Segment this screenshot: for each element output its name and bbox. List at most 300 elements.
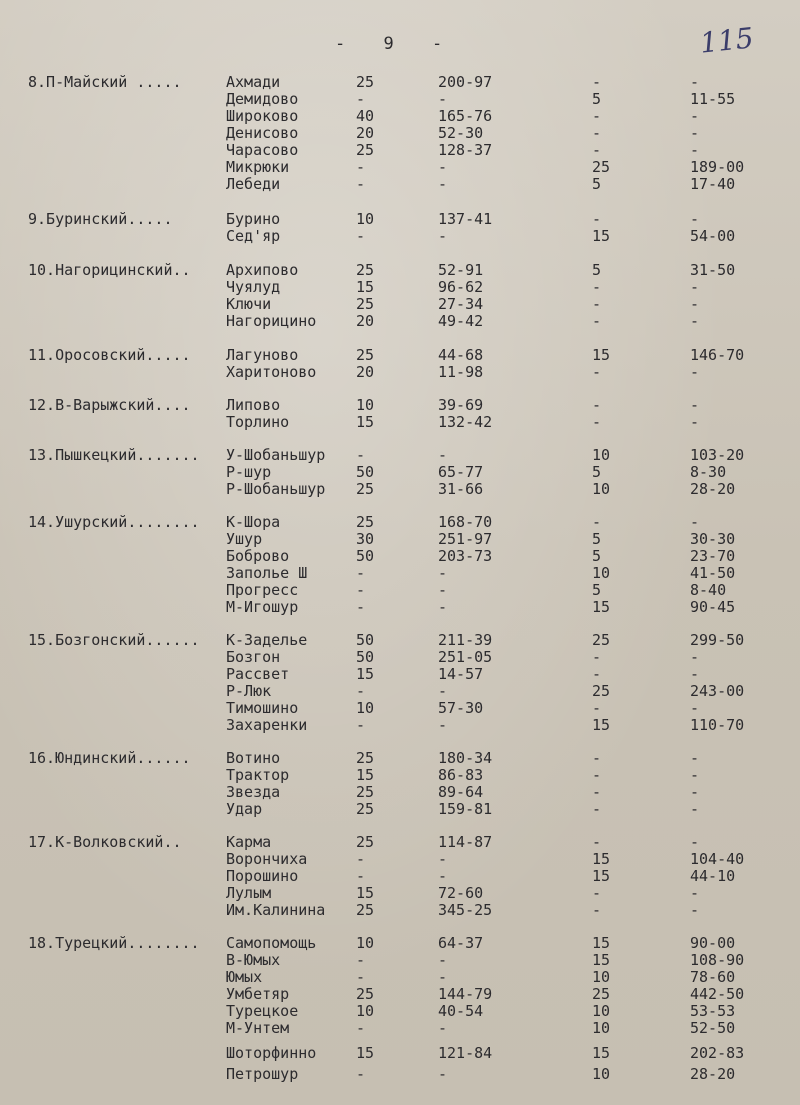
value-col-4: 90-45 xyxy=(690,598,736,616)
value-col-3: 5 xyxy=(592,463,602,481)
table-row xyxy=(0,717,800,734)
value-col-1: 20 xyxy=(356,124,375,142)
value-col-1: - xyxy=(356,1065,366,1083)
value-col-2: 72-60 xyxy=(438,884,484,902)
settlement-name: Заполье Ш xyxy=(226,564,308,582)
value-col-3: - xyxy=(592,107,602,125)
value-col-3: 15 xyxy=(592,598,611,616)
value-col-1: 10 xyxy=(356,934,375,952)
value-col-4: 44-10 xyxy=(690,867,736,885)
value-col-2: 251-97 xyxy=(438,530,493,548)
settlement-name: Харитоново xyxy=(226,363,317,381)
value-col-3: 10 xyxy=(592,1065,611,1083)
table-row xyxy=(0,159,800,176)
value-col-4: 146-70 xyxy=(690,346,745,364)
settlement-name: Сед'яр xyxy=(226,227,281,245)
value-col-4: - xyxy=(690,665,700,683)
value-col-1: 30 xyxy=(356,530,375,548)
table-row xyxy=(0,176,800,193)
value-col-1: 25 xyxy=(356,141,375,159)
table-row xyxy=(0,228,800,245)
value-col-4: - xyxy=(690,513,700,531)
value-col-1: 50 xyxy=(356,631,375,649)
table-row xyxy=(0,683,800,700)
settlement-name: Р-Люк xyxy=(226,682,272,700)
value-col-1: - xyxy=(356,951,366,969)
value-col-1: 15 xyxy=(356,665,375,683)
value-col-1: 25 xyxy=(356,346,375,364)
table-row xyxy=(0,784,800,801)
settlement-name: К-Шора xyxy=(226,513,281,531)
value-col-2: 40-54 xyxy=(438,1002,484,1020)
settlement-name: Ахмади xyxy=(226,73,281,91)
value-col-2: - xyxy=(438,1019,448,1037)
value-col-2: 121-84 xyxy=(438,1044,493,1062)
settlement-name: Чуялуд xyxy=(226,278,281,296)
value-col-1: - xyxy=(356,867,366,885)
value-col-1: 50 xyxy=(356,648,375,666)
value-col-1: - xyxy=(356,716,366,734)
value-col-1: 10 xyxy=(356,396,375,414)
value-col-2: 27-34 xyxy=(438,295,484,313)
value-col-1: 50 xyxy=(356,547,375,565)
table-row xyxy=(0,313,800,330)
table-row xyxy=(0,935,800,952)
value-col-2: 65-77 xyxy=(438,463,484,481)
value-col-2: 203-73 xyxy=(438,547,493,565)
value-col-1: - xyxy=(356,850,366,868)
value-col-3: - xyxy=(592,833,602,851)
value-col-3: 5 xyxy=(592,261,602,279)
value-col-1: - xyxy=(356,158,366,176)
value-col-1: 15 xyxy=(356,278,375,296)
value-col-1: 10 xyxy=(356,699,375,717)
value-col-3: 15 xyxy=(592,346,611,364)
settlement-name: Ключи xyxy=(226,295,272,313)
table-row xyxy=(0,1003,800,1020)
value-col-2: - xyxy=(438,951,448,969)
settlement-name: Умбетяр xyxy=(226,985,290,1003)
table-row xyxy=(0,851,800,868)
district-label: 13.Пышкецкий....... xyxy=(28,446,200,464)
settlement-name: Чарасово xyxy=(226,141,299,159)
value-col-4: - xyxy=(690,766,700,784)
value-col-3: 10 xyxy=(592,1002,611,1020)
settlement-name: Ушур xyxy=(226,530,263,548)
settlement-name: Р-Шобаньшур xyxy=(226,480,326,498)
value-col-4: - xyxy=(690,107,700,125)
value-col-1: 10 xyxy=(356,1002,375,1020)
table-row xyxy=(0,514,800,531)
value-col-4: 103-20 xyxy=(690,446,745,464)
value-col-4: - xyxy=(690,312,700,330)
value-col-4: 243-00 xyxy=(690,682,745,700)
value-col-1: 25 xyxy=(356,833,375,851)
settlement-name: Микрюки xyxy=(226,158,290,176)
value-col-2: - xyxy=(438,1065,448,1083)
value-col-4: - xyxy=(690,783,700,801)
value-col-3: - xyxy=(592,766,602,784)
value-col-1: 20 xyxy=(356,363,375,381)
value-col-2: 211-39 xyxy=(438,631,493,649)
value-col-4: 189-00 xyxy=(690,158,745,176)
value-col-4: 90-00 xyxy=(690,934,736,952)
value-col-2: - xyxy=(438,716,448,734)
value-col-1: 25 xyxy=(356,513,375,531)
settlement-name: Боброво xyxy=(226,547,290,565)
value-col-1: 25 xyxy=(356,985,375,1003)
value-col-3: - xyxy=(592,413,602,431)
value-col-2: 137-41 xyxy=(438,210,493,228)
value-col-3: 10 xyxy=(592,480,611,498)
value-col-1: 15 xyxy=(356,1044,375,1062)
value-col-4: 442-50 xyxy=(690,985,745,1003)
table-row xyxy=(0,262,800,279)
value-col-1: 15 xyxy=(356,413,375,431)
value-col-1: 25 xyxy=(356,800,375,818)
table-row xyxy=(0,969,800,986)
settlement-name: Рассвет xyxy=(226,665,290,683)
settlement-name: К-Заделье xyxy=(226,631,308,649)
value-col-4: - xyxy=(690,901,700,919)
settlement-name: Трактор xyxy=(226,766,290,784)
settlement-name: Широково xyxy=(226,107,299,125)
value-col-1: - xyxy=(356,90,366,108)
value-col-4: 108-90 xyxy=(690,951,745,969)
value-col-1: 50 xyxy=(356,463,375,481)
value-col-2: - xyxy=(438,598,448,616)
value-col-4: - xyxy=(690,800,700,818)
table-row xyxy=(0,952,800,969)
value-col-1: - xyxy=(356,968,366,986)
value-col-2: 144-79 xyxy=(438,985,493,1003)
settlement-name: Торлино xyxy=(226,413,290,431)
value-col-1: 10 xyxy=(356,210,375,228)
table-row xyxy=(0,108,800,125)
value-col-4: 104-40 xyxy=(690,850,745,868)
table-row xyxy=(0,565,800,582)
table-row xyxy=(0,649,800,666)
value-col-4: 28-20 xyxy=(690,1065,736,1083)
archive-folio-mark: 115 xyxy=(698,21,756,60)
value-col-3: 25 xyxy=(592,985,611,1003)
settlement-name: Демидово xyxy=(226,90,299,108)
value-col-2: - xyxy=(438,968,448,986)
settlement-name: Самопомощь xyxy=(226,934,317,952)
value-col-3: 25 xyxy=(592,631,611,649)
value-col-4: - xyxy=(690,124,700,142)
value-col-4: - xyxy=(690,363,700,381)
value-col-1: 40 xyxy=(356,107,375,125)
value-col-4: 8-30 xyxy=(690,463,727,481)
district-label: 18.Турецкий........ xyxy=(28,934,200,952)
value-col-2: 52-91 xyxy=(438,261,484,279)
value-col-4: - xyxy=(690,278,700,296)
value-col-3: - xyxy=(592,278,602,296)
value-col-4: 202-83 xyxy=(690,1044,745,1062)
value-col-4: 53-53 xyxy=(690,1002,736,1020)
value-col-3: - xyxy=(592,124,602,142)
page-number: - 9 - xyxy=(335,34,457,54)
value-col-3: 15 xyxy=(592,850,611,868)
value-col-1: 15 xyxy=(356,884,375,902)
value-col-4: 299-50 xyxy=(690,631,745,649)
value-col-4: 54-00 xyxy=(690,227,736,245)
settlement-name: Карма xyxy=(226,833,272,851)
settlement-name: Юмых xyxy=(226,968,263,986)
table-row xyxy=(0,750,800,767)
settlement-name: Архипово xyxy=(226,261,299,279)
settlement-name: Вотино xyxy=(226,749,281,767)
settlement-name: Им.Калинина xyxy=(226,901,326,919)
value-col-1: 25 xyxy=(356,295,375,313)
value-col-3: 15 xyxy=(592,934,611,952)
value-col-2: - xyxy=(438,867,448,885)
settlement-name: Лебеди xyxy=(226,175,281,193)
value-col-3: 5 xyxy=(592,175,602,193)
table-row xyxy=(0,414,800,431)
value-col-3: 15 xyxy=(592,1044,611,1062)
value-col-2: 52-30 xyxy=(438,124,484,142)
value-col-3: - xyxy=(592,363,602,381)
district-label: 14.Ушурский........ xyxy=(28,513,200,531)
value-col-2: 31-66 xyxy=(438,480,484,498)
value-col-3: 25 xyxy=(592,682,611,700)
value-col-2: 251-05 xyxy=(438,648,493,666)
table-row xyxy=(0,801,800,818)
table-row xyxy=(0,125,800,142)
table-row xyxy=(0,666,800,683)
value-col-2: 96-62 xyxy=(438,278,484,296)
settlement-name: Нагорицино xyxy=(226,312,317,330)
district-label: 16.Юндинский...... xyxy=(28,749,191,767)
value-col-2: - xyxy=(438,581,448,599)
settlement-name: Захаренки xyxy=(226,716,308,734)
value-col-1: 25 xyxy=(356,73,375,91)
value-col-2: - xyxy=(438,227,448,245)
table-row xyxy=(0,868,800,885)
value-col-3: - xyxy=(592,749,602,767)
settlement-name: Бозгон xyxy=(226,648,281,666)
table-row xyxy=(0,364,800,381)
settlement-name: Турецкое xyxy=(226,1002,299,1020)
table-row xyxy=(0,279,800,296)
value-col-3: - xyxy=(592,312,602,330)
value-col-1: 25 xyxy=(356,261,375,279)
table-row xyxy=(0,91,800,108)
settlement-name: Шоторфинно xyxy=(226,1044,317,1062)
table-row xyxy=(0,397,800,414)
settlement-name: Ворончиха xyxy=(226,850,308,868)
value-col-2: 200-97 xyxy=(438,73,493,91)
value-col-1: 25 xyxy=(356,783,375,801)
value-col-4: - xyxy=(690,648,700,666)
settlement-name: Р-шур xyxy=(226,463,272,481)
table-row xyxy=(0,582,800,599)
settlement-name: Удар xyxy=(226,800,263,818)
district-label: 9.Буринский..... xyxy=(28,210,173,228)
value-col-3: - xyxy=(592,396,602,414)
table-row xyxy=(0,296,800,313)
value-col-1: - xyxy=(356,227,366,245)
value-col-4: 52-50 xyxy=(690,1019,736,1037)
value-col-1: 25 xyxy=(356,749,375,767)
table-row xyxy=(0,531,800,548)
value-col-2: 159-81 xyxy=(438,800,493,818)
value-col-3: - xyxy=(592,210,602,228)
value-col-4: 31-50 xyxy=(690,261,736,279)
value-col-4: - xyxy=(690,295,700,313)
value-col-2: 44-68 xyxy=(438,346,484,364)
value-col-2: 89-64 xyxy=(438,783,484,801)
value-col-3: - xyxy=(592,699,602,717)
value-col-4: - xyxy=(690,396,700,414)
value-col-2: 165-76 xyxy=(438,107,493,125)
value-col-4: - xyxy=(690,699,700,717)
value-col-2: 49-42 xyxy=(438,312,484,330)
table-row xyxy=(0,599,800,616)
value-col-3: 15 xyxy=(592,867,611,885)
table-row xyxy=(0,1066,800,1083)
value-col-4: 110-70 xyxy=(690,716,745,734)
table-row xyxy=(0,902,800,919)
value-col-2: 11-98 xyxy=(438,363,484,381)
settlement-name: М-Унтем xyxy=(226,1019,290,1037)
table-row xyxy=(0,447,800,464)
table-row xyxy=(0,767,800,784)
value-col-1: 25 xyxy=(356,901,375,919)
value-col-2: 180-34 xyxy=(438,749,493,767)
value-col-4: - xyxy=(690,749,700,767)
value-col-3: 15 xyxy=(592,951,611,969)
value-col-3: - xyxy=(592,648,602,666)
settlement-name: Лагуново xyxy=(226,346,299,364)
settlement-name: Прогресс xyxy=(226,581,299,599)
value-col-3: 5 xyxy=(592,90,602,108)
value-col-1: - xyxy=(356,598,366,616)
settlement-name: Лулым xyxy=(226,884,272,902)
district-label: 12.В-Варыжский.... xyxy=(28,396,191,414)
settlement-name: В-Юмых xyxy=(226,951,281,969)
value-col-4: - xyxy=(690,413,700,431)
value-col-1: 20 xyxy=(356,312,375,330)
value-col-3: 15 xyxy=(592,716,611,734)
value-col-1: - xyxy=(356,682,366,700)
value-col-3: - xyxy=(592,665,602,683)
table-row xyxy=(0,632,800,649)
table-row xyxy=(0,1020,800,1037)
value-col-1: 25 xyxy=(356,480,375,498)
value-col-4: 8-40 xyxy=(690,581,727,599)
value-col-2: - xyxy=(438,850,448,868)
value-col-2: 39-69 xyxy=(438,396,484,414)
district-label: 15.Бозгонский...... xyxy=(28,631,200,649)
settlement-name: Порошино xyxy=(226,867,299,885)
table-row xyxy=(0,481,800,498)
settlement-name: Липово xyxy=(226,396,281,414)
value-col-2: - xyxy=(438,446,448,464)
value-col-3: 5 xyxy=(592,547,602,565)
value-col-2: 64-37 xyxy=(438,934,484,952)
district-label: 17.К-Волковский.. xyxy=(28,833,182,851)
value-col-3: - xyxy=(592,783,602,801)
value-col-4: - xyxy=(690,210,700,228)
value-col-3: - xyxy=(592,141,602,159)
table-row xyxy=(0,1045,800,1062)
value-col-2: - xyxy=(438,175,448,193)
value-col-3: 5 xyxy=(592,530,602,548)
value-col-2: 345-25 xyxy=(438,901,493,919)
table-row xyxy=(0,142,800,159)
value-col-4: 17-40 xyxy=(690,175,736,193)
value-col-2: 132-42 xyxy=(438,413,493,431)
value-col-4: 28-20 xyxy=(690,480,736,498)
value-col-3: 10 xyxy=(592,446,611,464)
value-col-4: 41-50 xyxy=(690,564,736,582)
table-row xyxy=(0,74,800,91)
settlement-name: У-Шобаньшур xyxy=(226,446,326,464)
value-col-3: 5 xyxy=(592,581,602,599)
settlement-name: Денисово xyxy=(226,124,299,142)
settlement-name: Бурино xyxy=(226,210,281,228)
value-col-3: - xyxy=(592,295,602,313)
table-row xyxy=(0,211,800,228)
value-col-4: 30-30 xyxy=(690,530,736,548)
settlement-name: Тимошино xyxy=(226,699,299,717)
district-label: 8.П-Майский ..... xyxy=(28,73,182,91)
table-row xyxy=(0,986,800,1003)
value-col-1: - xyxy=(356,581,366,599)
district-label: 11.Оросовский..... xyxy=(28,346,191,364)
value-col-1: - xyxy=(356,564,366,582)
value-col-4: - xyxy=(690,73,700,91)
value-col-4: 11-55 xyxy=(690,90,736,108)
value-col-2: - xyxy=(438,564,448,582)
value-col-2: 168-70 xyxy=(438,513,493,531)
value-col-3: 15 xyxy=(592,227,611,245)
value-col-2: 57-30 xyxy=(438,699,484,717)
value-col-1: - xyxy=(356,1019,366,1037)
value-col-2: - xyxy=(438,158,448,176)
district-label: 10.Нагорицинский.. xyxy=(28,261,191,279)
settlement-name: М-Игошур xyxy=(226,598,299,616)
value-col-3: - xyxy=(592,800,602,818)
value-col-2: - xyxy=(438,682,448,700)
value-col-3: - xyxy=(592,513,602,531)
value-col-1: - xyxy=(356,175,366,193)
value-col-2: 14-57 xyxy=(438,665,484,683)
value-col-4: - xyxy=(690,833,700,851)
table-row xyxy=(0,700,800,717)
value-col-4: 78-60 xyxy=(690,968,736,986)
table-row xyxy=(0,885,800,902)
table-row xyxy=(0,834,800,851)
table-row xyxy=(0,548,800,565)
value-col-3: 25 xyxy=(592,158,611,176)
table-row xyxy=(0,464,800,481)
value-col-3: - xyxy=(592,901,602,919)
value-col-4: - xyxy=(690,884,700,902)
value-col-1: - xyxy=(356,446,366,464)
value-col-3: - xyxy=(592,884,602,902)
value-col-2: 86-83 xyxy=(438,766,484,784)
value-col-3: 10 xyxy=(592,968,611,986)
value-col-3: 10 xyxy=(592,564,611,582)
value-col-4: - xyxy=(690,141,700,159)
value-col-3: - xyxy=(592,73,602,91)
value-col-2: 114-87 xyxy=(438,833,493,851)
value-col-2: 128-37 xyxy=(438,141,493,159)
